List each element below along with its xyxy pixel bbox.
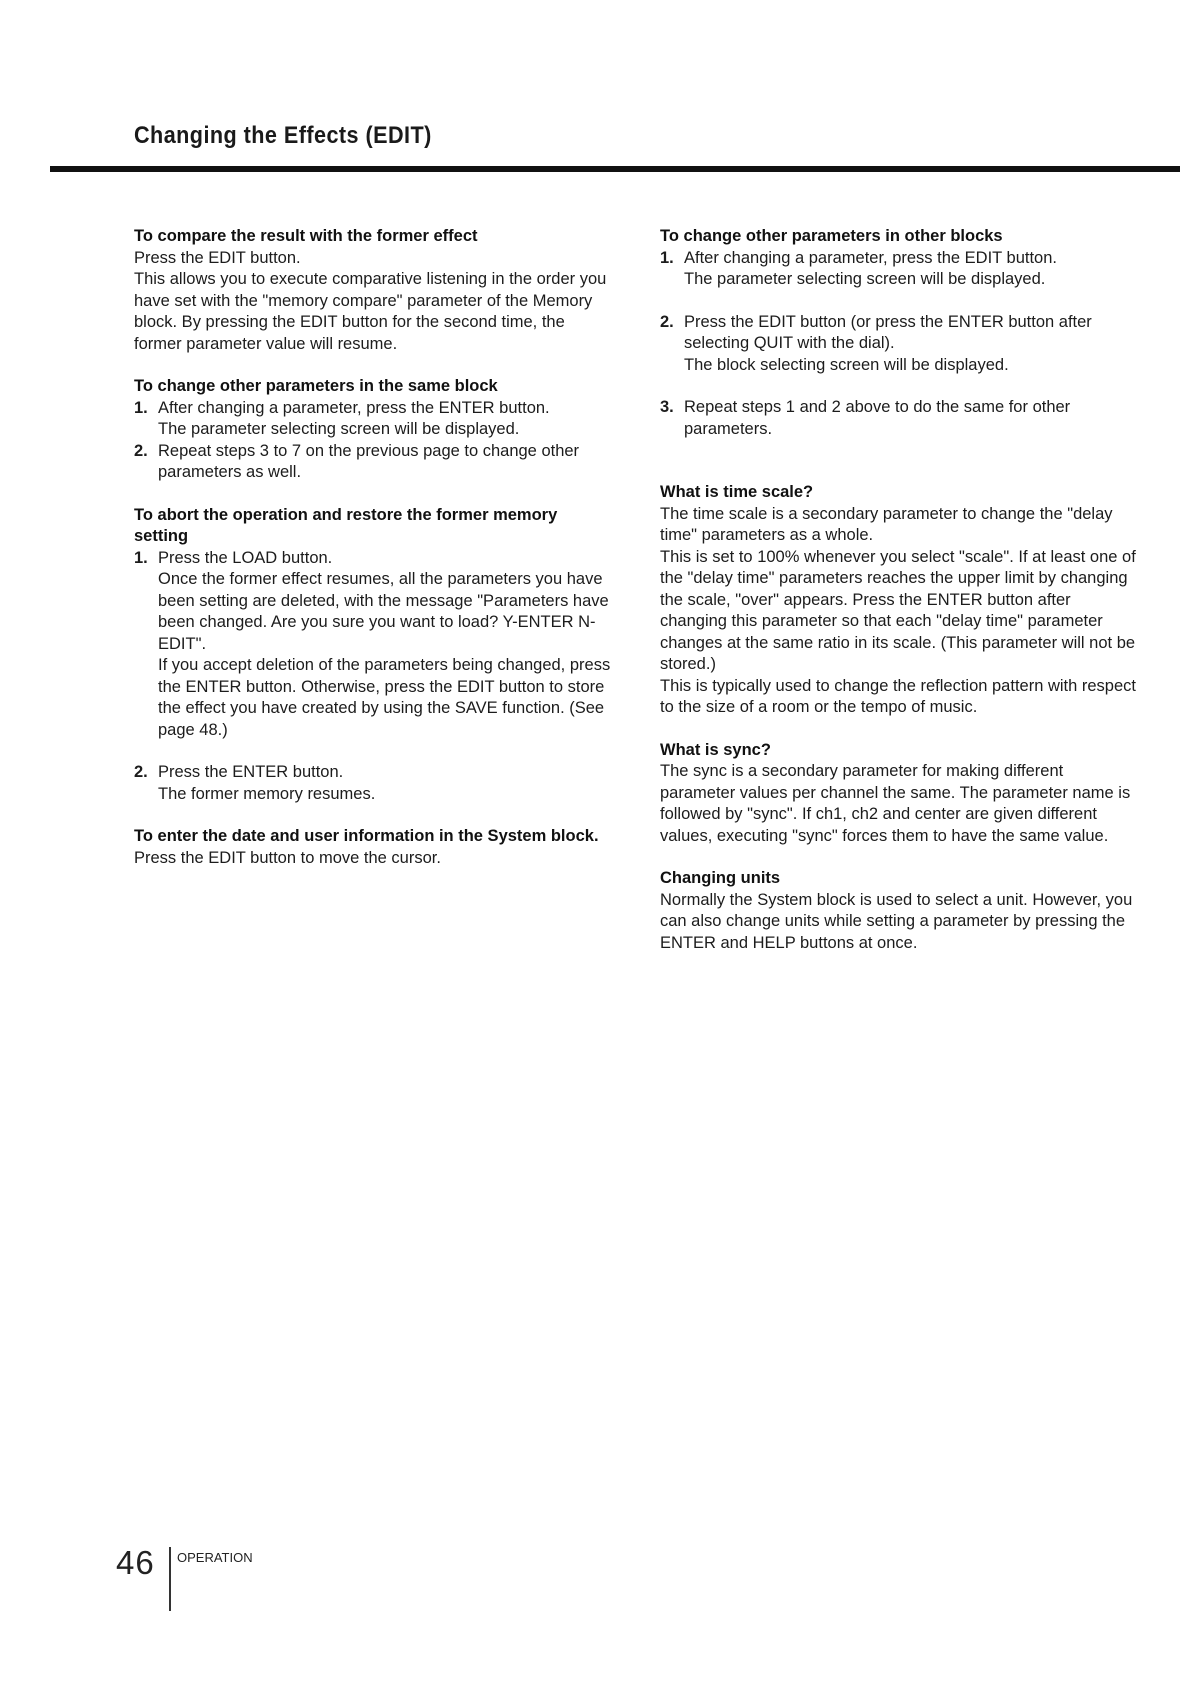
page-number: 46 xyxy=(116,1544,155,1581)
section-heading: What is sync? xyxy=(660,740,771,759)
paragraph: This is set to 100% whenever you select "scale". If at least one of the "delay time" parameters reaches the upper limit by changing the scale, "over" appears. Press the ENTER button after changing this parameter so that each "delay time" parameter changes at the same ratio in its scale. (This parameter will not be stored.) xyxy=(660,547,1136,673)
section-sync xyxy=(660,740,1140,848)
section-compare-former-effect xyxy=(134,226,614,355)
right-column xyxy=(660,226,1140,975)
step-body xyxy=(158,762,614,805)
step-number: 2. xyxy=(134,763,148,781)
step-number: 2. xyxy=(134,441,148,460)
section-heading: To change other parameters in other blocks xyxy=(660,227,1003,245)
title-rule xyxy=(50,166,1180,172)
paragraph: Normally the System block is used to select a unit. However, you can also change units while setting a parameter by pressing the ENTER and HELP buttons at once. xyxy=(660,890,1133,952)
step-number: 1. xyxy=(134,398,148,417)
step-body xyxy=(158,548,614,742)
paragraph: This is typically used to change the reflection pattern with respect to the size of a room or the tempo of music. xyxy=(660,676,1136,716)
step-item xyxy=(660,397,1140,440)
section-heading: To change other parameters in the same block xyxy=(134,377,498,395)
step-line: Press the LOAD button. xyxy=(158,548,333,567)
section-change-other-blocks xyxy=(660,226,1140,440)
step-item xyxy=(134,441,614,484)
step-line: Press the ENTER button. xyxy=(158,763,344,781)
step-number: 1. xyxy=(660,248,674,267)
step-item xyxy=(134,762,614,805)
footer-section-label: OPERATION xyxy=(177,1550,253,1565)
step-line: If you accept deletion of the parameters being changed, press the ENTER button. Otherwise, press the EDIT button to store the effect you have created by using the SAVE function. (See page 48.) xyxy=(158,656,611,739)
step-item xyxy=(660,248,1140,291)
section-heading: To abort the operation and restore the former memory setting xyxy=(134,505,558,545)
section-changing-units xyxy=(660,868,1140,954)
step-body xyxy=(158,441,614,484)
step-item xyxy=(134,398,614,441)
section-abort-restore xyxy=(134,505,614,806)
step-line: After changing a parameter, press the EDIT button. xyxy=(684,248,1057,267)
step-body xyxy=(684,312,1140,377)
step-line: The parameter selecting screen will be displayed. xyxy=(684,270,1046,288)
step-line: After changing a parameter, press the ENTER button. xyxy=(158,398,550,417)
step-line: The block selecting screen will be displayed. xyxy=(684,355,1009,374)
footer-divider xyxy=(169,1547,171,1611)
step-item xyxy=(134,548,614,742)
step-body xyxy=(684,248,1140,291)
section-change-same-block xyxy=(134,376,614,484)
section-heading: Changing units xyxy=(660,869,781,887)
step-line: Repeat steps 1 and 2 above to do the same for other parameters. xyxy=(684,398,1071,438)
paragraph: Press the EDIT button to move the cursor. xyxy=(134,848,441,867)
paragraph: Press the EDIT button. xyxy=(134,248,301,267)
section-time-scale xyxy=(660,482,1140,719)
step-line: Repeat steps 3 to 7 on the previous page to change other parameters as well. xyxy=(158,441,580,481)
section-system-block xyxy=(134,826,614,869)
step-list xyxy=(134,398,614,484)
step-line: Once the former effect resumes, all the parameters you have been setting are deleted, with the message "Parameters have been changed. Are you sure you want to load? Y-ENTER N-EDIT". xyxy=(158,570,609,653)
step-number: 1. xyxy=(134,548,148,567)
step-list xyxy=(134,548,614,806)
paragraph: The time scale is a secondary parameter to change the "delay time" parameters as a whole. xyxy=(660,504,1113,544)
step-line: Press the EDIT button (or press the ENTER button after selecting QUIT with the dial). xyxy=(684,312,1092,352)
step-body xyxy=(158,398,614,441)
step-item xyxy=(660,312,1140,377)
step-line: The former memory resumes. xyxy=(158,784,376,803)
step-body xyxy=(684,397,1140,440)
step-number: 3. xyxy=(660,398,674,416)
step-list xyxy=(660,248,1140,441)
step-number: 2. xyxy=(660,312,674,331)
paragraph: This allows you to execute comparative listening in the order you have set with the "memory compare" parameter of the Memory block. By pressing the EDIT button for the second time, the former parameter value will resume. xyxy=(134,270,607,353)
section-heading: To enter the date and user information in the System block. xyxy=(134,827,599,845)
section-heading: What is time scale? xyxy=(660,483,814,501)
paragraph: The sync is a secondary parameter for making different parameter values per channel the same. The parameter name is followed by "sync". If ch1, ch2 and center are given different values, executing "sync" forces them to have the same value. xyxy=(660,762,1131,845)
left-column xyxy=(134,226,614,890)
step-line: The parameter selecting screen will be displayed. xyxy=(158,420,520,438)
page-title: Changing the Effects (EDIT) xyxy=(134,122,432,149)
section-heading: To compare the result with the former effect xyxy=(134,227,478,245)
